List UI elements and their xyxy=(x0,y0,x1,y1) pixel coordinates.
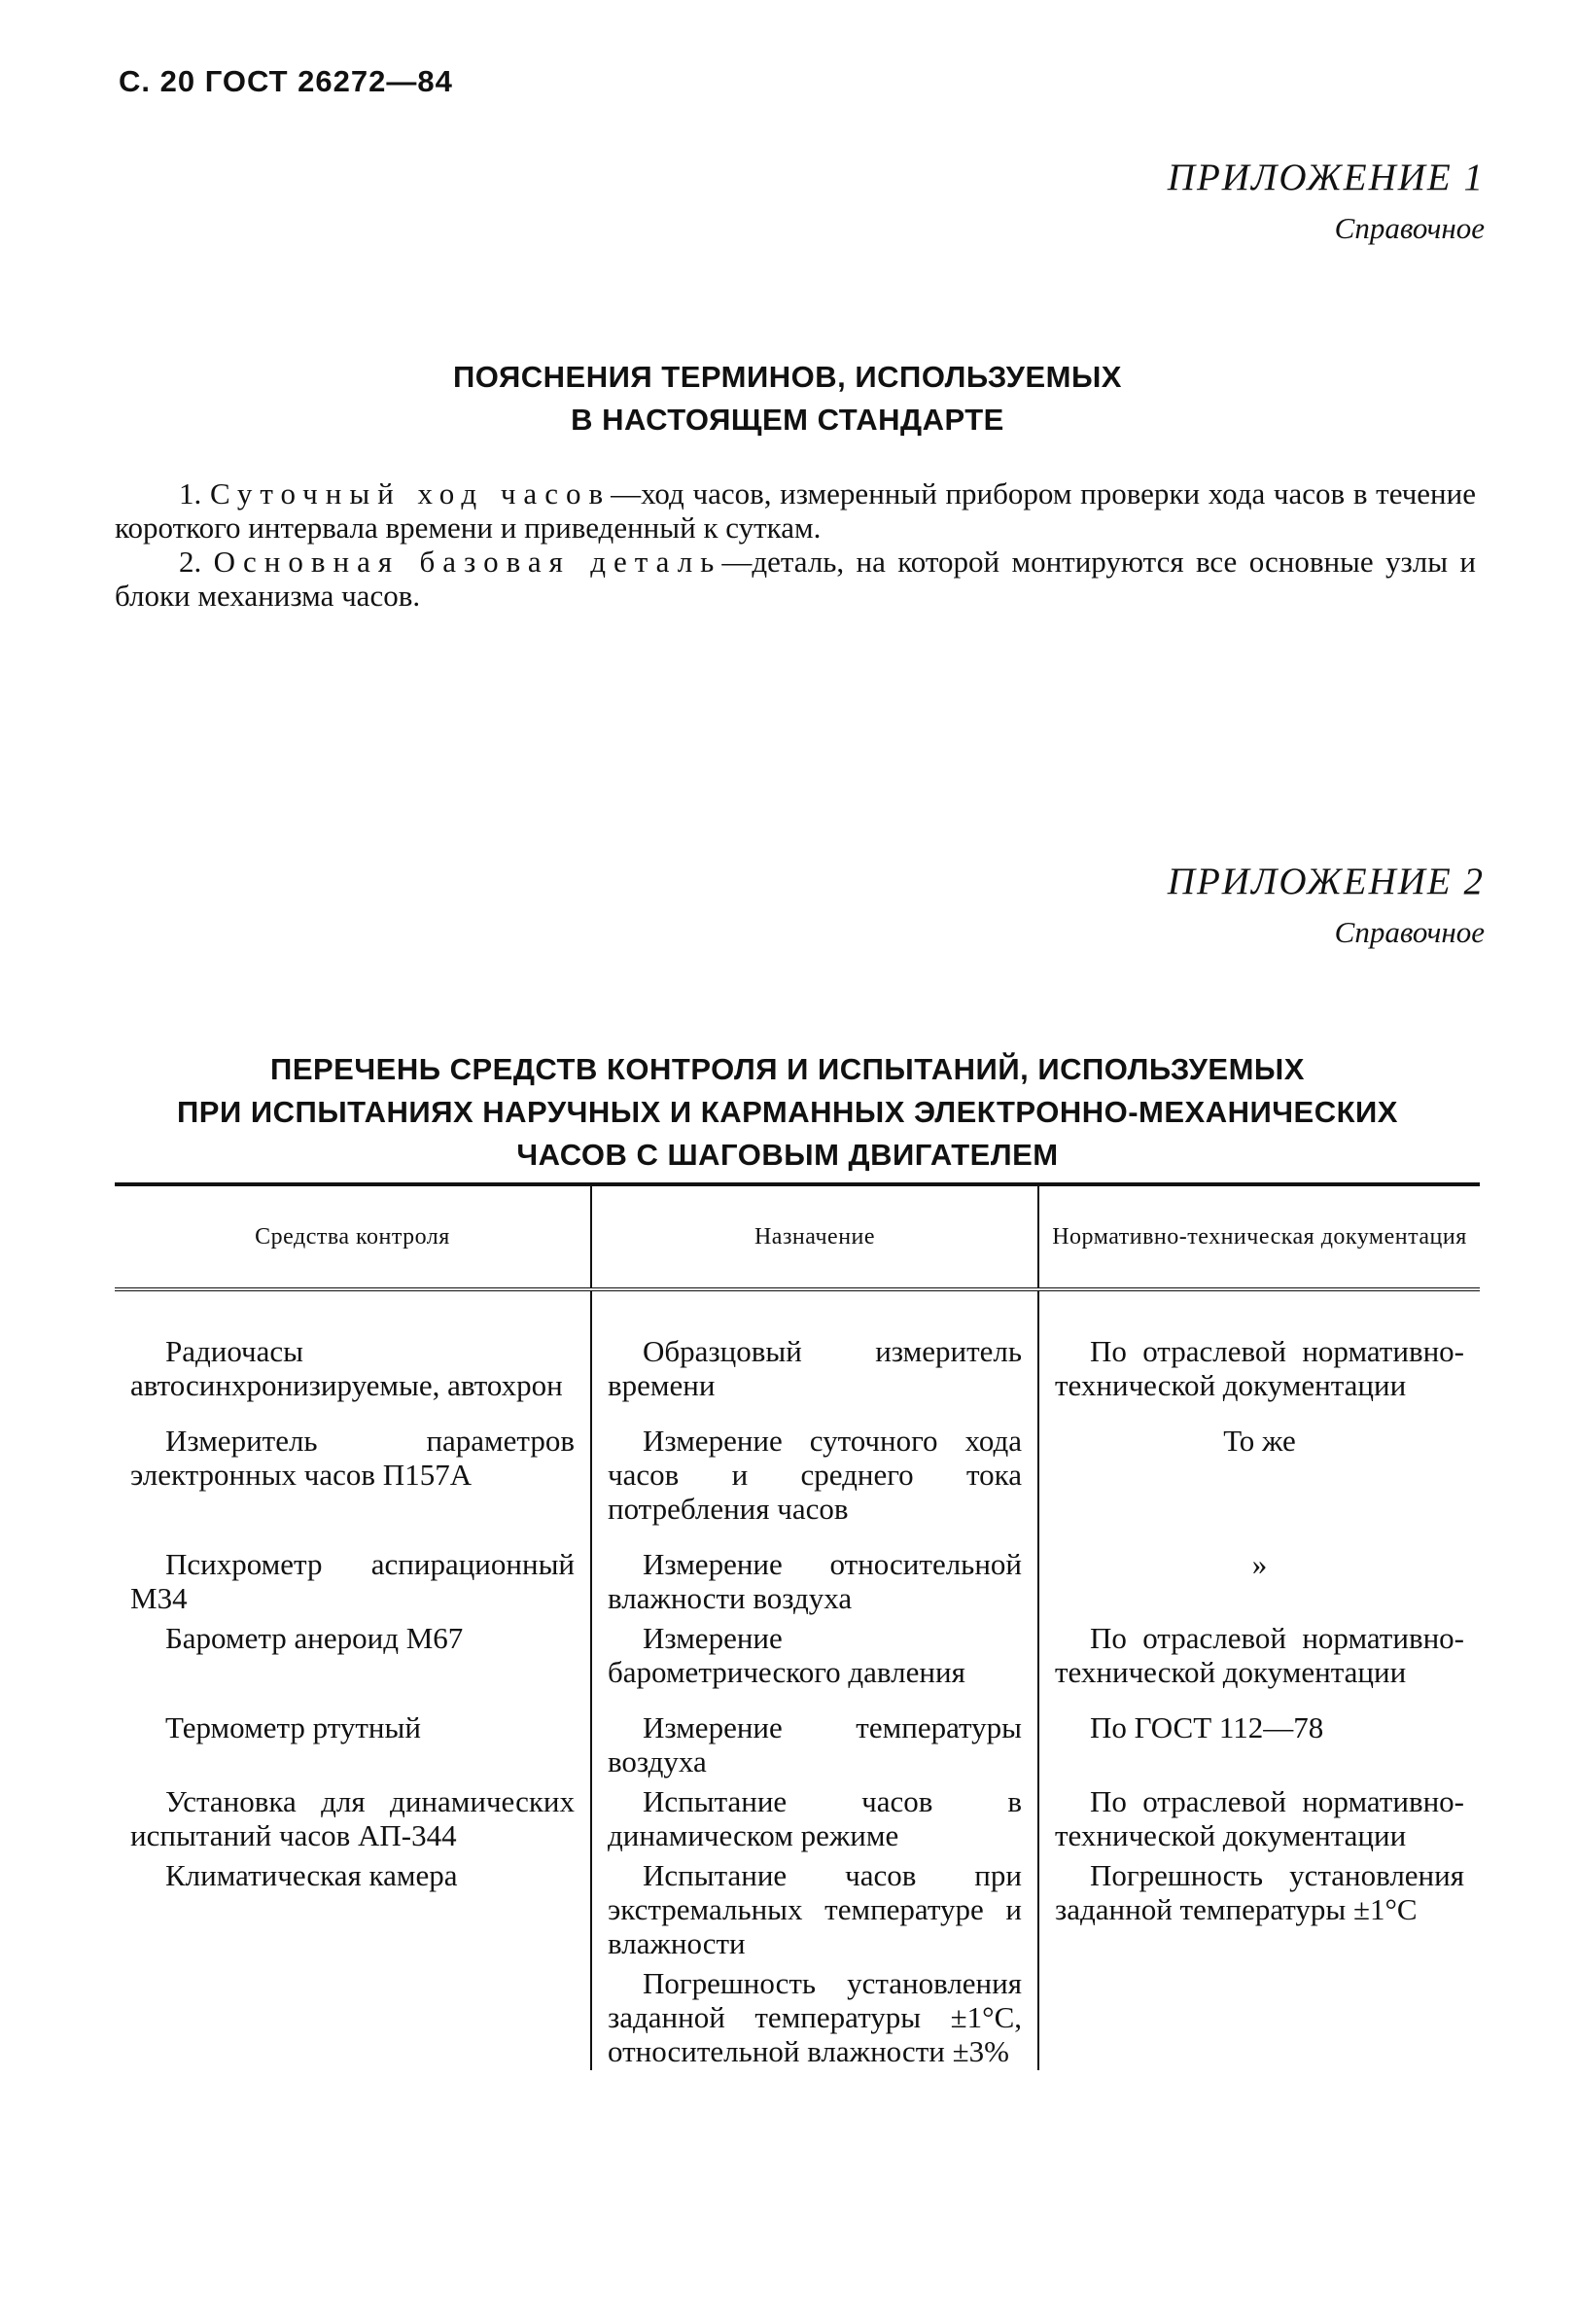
terms-heading xyxy=(97,356,1478,441)
column-header-documentation: Нормативно-техническая документация xyxy=(1038,1184,1480,1289)
appendix-2-title: ПРИЛОЖЕНИЕ 2 xyxy=(1167,861,1485,902)
terms-heading-line-1: ПОЯСНЕНИЯ ТЕРМИНОВ, ИСПОЛЬЗУЕМЫХ xyxy=(453,360,1122,394)
term-name: Суточный ход часов xyxy=(209,476,612,511)
instruments-heading xyxy=(97,1048,1478,1177)
cell-documentation: » xyxy=(1038,1528,1480,1617)
cell-instrument: Психрометр аспирационный М34 xyxy=(130,1547,575,1615)
cell-instrument xyxy=(115,1962,591,2070)
cell-instrument: Измеритель параметров электронных часов П157А xyxy=(130,1424,575,1492)
instruments-heading-line-2: ПРИ ИСПЫТАНИЯХ НАРУЧНЫХ И КАРМАННЫХ ЭЛЕКТРОННО-МЕХАНИЧЕСКИХ xyxy=(177,1095,1398,1129)
term-number: 1. xyxy=(179,476,202,511)
term-number: 2. xyxy=(179,545,202,579)
cell-instrument: Установка для динамических испытаний часов АП-344 xyxy=(130,1784,575,1852)
table-row xyxy=(115,1691,1480,1780)
cell-documentation: По отраслевой нормативно-технической документации xyxy=(1038,1289,1480,1404)
instruments-heading-line-1: ПЕРЕЧЕНЬ СРЕДСТВ КОНТРОЛЯ И ИСПЫТАНИЙ, ИСПОЛЬЗУЕМЫХ xyxy=(270,1052,1305,1086)
appendix-1-label xyxy=(1168,156,1485,246)
cell-purpose: Испытание часов в динамическом режиме xyxy=(591,1780,1038,1854)
cell-instrument: Радиочасы автосинхронизируемые, автохрон xyxy=(130,1334,563,1402)
cell-documentation: То же xyxy=(1038,1404,1480,1528)
table-row xyxy=(115,1617,1480,1691)
cell-documentation xyxy=(1038,1962,1480,2070)
table-row xyxy=(115,1289,1480,1404)
table-row xyxy=(115,1962,1480,2070)
term-name: Основная базовая деталь xyxy=(213,545,722,579)
cell-instrument: Барометр анероид М67 xyxy=(165,1621,464,1655)
terms-heading-line-2: В НАСТОЯЩЕМ СТАНДАРТЕ xyxy=(571,403,1004,437)
instruments-table-wrap xyxy=(115,1182,1480,2070)
table-row xyxy=(115,1528,1480,1617)
column-header-purpose: Назначение xyxy=(591,1184,1038,1289)
term-definition: —деталь, на которой монтируются все основные узлы и блоки механизма часов. xyxy=(115,545,1477,613)
appendix-2-subtitle: Справочное xyxy=(1334,915,1485,949)
cell-documentation: Погрешность установления заданной температуры ±1°С xyxy=(1038,1854,1480,1962)
terms-list xyxy=(115,476,1476,613)
instruments-table xyxy=(115,1182,1480,2070)
cell-documentation: По ГОСТ 112—78 xyxy=(1038,1691,1480,1780)
appendix-1-title: ПРИЛОЖЕНИЕ 1 xyxy=(1167,157,1485,198)
table-row xyxy=(115,1780,1480,1854)
page-header: С. 20 ГОСТ 26272—84 xyxy=(119,64,453,98)
cell-instrument: Термометр ртутный xyxy=(165,1710,421,1744)
appendix-2-label xyxy=(1168,860,1485,950)
cell-purpose: Измерение относительной влажности воздуха xyxy=(591,1528,1038,1617)
column-header-instrument: Средства контроля xyxy=(115,1184,591,1289)
appendix-1-subtitle: Справочное xyxy=(1334,211,1485,245)
cell-documentation: По отраслевой нормативно-технической документации xyxy=(1038,1780,1480,1854)
term-item xyxy=(115,545,1476,613)
cell-instrument: Климатическая камера xyxy=(165,1858,458,1892)
table-row xyxy=(115,1854,1480,1962)
cell-purpose: Испытание часов при экстремальных температуре и влажности xyxy=(591,1854,1038,1962)
table-row xyxy=(115,1404,1480,1528)
instruments-heading-line-3: ЧАСОВ С ШАГОВЫМ ДВИГАТЕЛЕМ xyxy=(516,1138,1059,1172)
cell-documentation: По отраслевой нормативно-технической документации xyxy=(1038,1617,1480,1691)
cell-purpose: Измерение суточного хода часов и среднего тока потребления часов xyxy=(591,1404,1038,1528)
cell-purpose: Погрешность установления заданной температуры ±1°С, относительной влажности ±3% xyxy=(591,1962,1038,2070)
term-definition: —ход часов, измеренный прибором проверки хода часов в течение короткого интервала времени и приведенный к суткам. xyxy=(115,476,1476,545)
cell-purpose: Образцовый измеритель времени xyxy=(591,1289,1038,1404)
term-item xyxy=(115,476,1476,545)
table-header-row xyxy=(115,1184,1480,1289)
cell-purpose: Измерение температуры воздуха xyxy=(591,1691,1038,1780)
cell-purpose: Измерение барометрического давления xyxy=(591,1617,1038,1691)
